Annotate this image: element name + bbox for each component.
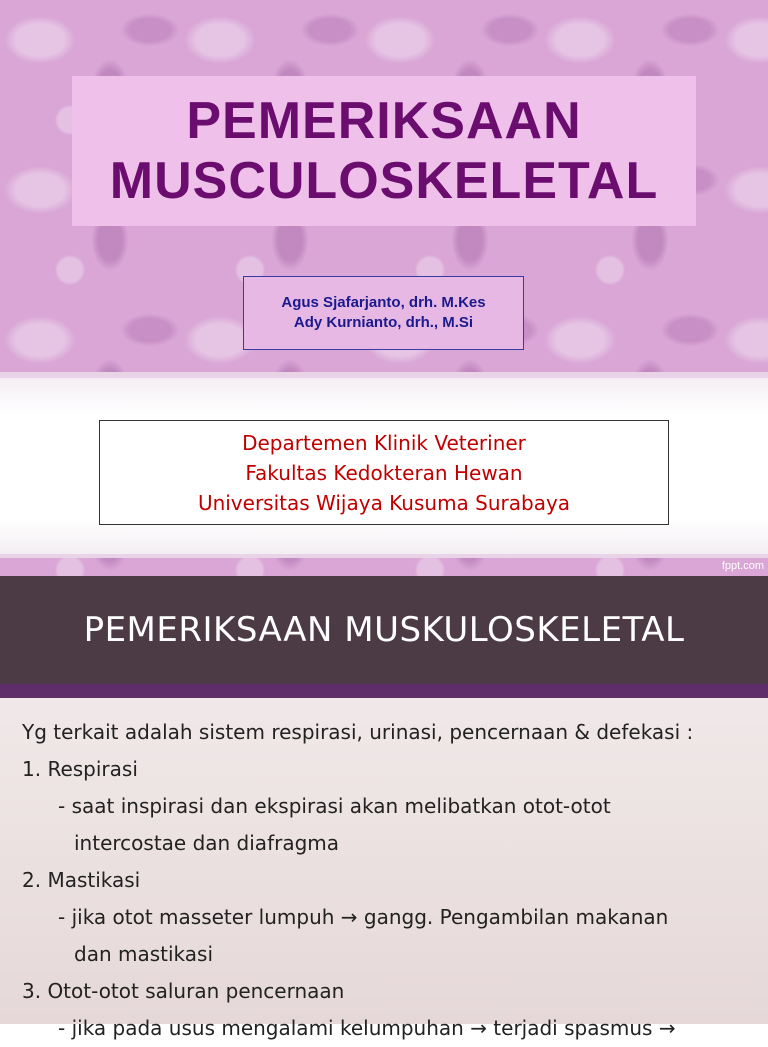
list-subitem: - saat inspirasi dan ekspirasi akan melibatkan otot-otot <box>58 794 611 818</box>
content-intro: Yg terkait adalah sistem respirasi, urinasi, pencernaan & defekasi : <box>22 720 694 744</box>
author-1: Agus Sjafarjanto, drh. M.Kes <box>281 294 486 311</box>
department-line-1: Departemen Klinik Veteriner <box>242 430 526 455</box>
content-slide <box>0 576 768 1040</box>
list-item-mastikasi: 2. Mastikasi <box>22 868 141 892</box>
list-subitem-continuation: dan mastikasi <box>74 942 214 966</box>
list-subitem: - jika otot masseter lumpuh → gangg. Pengambilan makanan <box>58 905 669 929</box>
slide-content <box>22 714 762 1047</box>
authors-box <box>243 276 524 350</box>
slide-title: PEMERIKSAAN MUSKULOSKELETAL <box>83 610 685 650</box>
title-box <box>72 76 696 226</box>
template-credit: fppt.com <box>721 560 764 572</box>
department-line-2: Fakultas Kedokteran Hewan <box>245 460 523 485</box>
list-item-otot: 3. Otot-otot saluran pencernaan <box>22 979 345 1003</box>
slide-header <box>0 576 768 684</box>
author-2: Ady Kurnianto, drh., M.Si <box>293 314 474 331</box>
title-line-2: MUSCULOSKELETAL <box>109 152 659 210</box>
title-line-1: PEMERIKSAAN <box>186 92 582 150</box>
list-item-respirasi: 1. Respirasi <box>22 757 138 781</box>
list-subitem: - jika pada usus mengalami kelumpuhan → terjadi spasmus → <box>58 1016 676 1040</box>
list-subitem-continuation: intercostae dan diafragma <box>74 831 340 855</box>
department-line-3: Universitas Wijaya Kusuma Surabaya <box>197 490 571 515</box>
department-box <box>99 420 669 525</box>
header-accent-bar <box>0 684 768 698</box>
